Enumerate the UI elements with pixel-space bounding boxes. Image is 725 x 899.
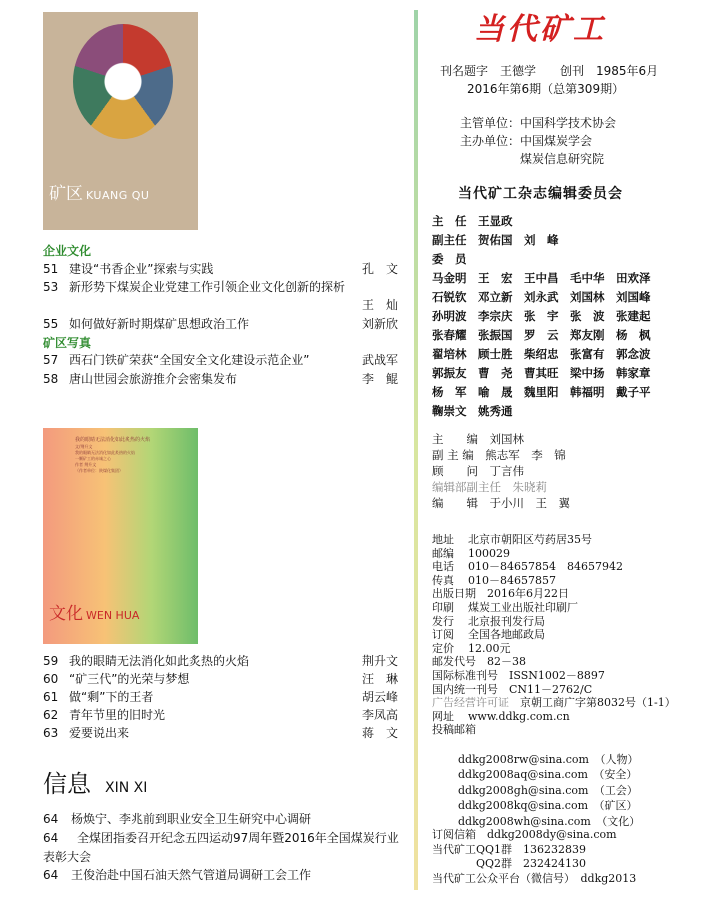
news-item[interactable]: 64 王俊治赴中国石油天然气管道局调研工会工作 (43, 868, 312, 882)
kuangqu-cover-image (43, 12, 198, 230)
toc-item[interactable]: 62 青年节里的旧时光 李凤高 (43, 708, 398, 722)
masthead-line: 刊名题字 王德学 创刊 1985年6月 (440, 64, 659, 78)
cover-poem-text: 我的眼睛无法消化如此炙热的火焰 文/荆升文 我的眼睛无法消化如此炙热的火焰 一颗矿工的赤诚之心 作者 荆升文 （作者单位：陕煤化集团） (75, 437, 151, 473)
cover-photo-collage (73, 24, 173, 139)
section-title-qiye: 企业文化 (43, 244, 92, 258)
website-link[interactable]: www.ddkg.com.cn (468, 709, 570, 723)
column-divider (414, 10, 418, 890)
email-link[interactable]: ddkg2008kq@sina.com （矿区） (458, 799, 638, 813)
editor-list: 主 编 刘国林 副 主 编 熊志军 李 锦 顾 问 丁言伟 编辑部副主任 朱晓莉 编 辑 于小川 王 翼 (432, 432, 570, 510)
toc-item[interactable]: 61 做“剩”下的王者 胡云峰 (43, 690, 398, 704)
toc-item[interactable]: 55 如何做好新时期煤矿思想政治工作 刘新欣 (43, 317, 398, 331)
news-item[interactable]: 64 杨焕宁、李兆前到职业安全卫生研究中心调研 (43, 812, 312, 826)
section-title-xinxi: 信息 XIN XI (43, 770, 148, 798)
publication-info: 地址 北京市朝阳区芍药居35号 邮编 100029 电话 010－84657854 84657942 传真 010－84657857 出版日期 2016年6月22日 印刷 煤炭工业出版社印刷厂 发行 北京报刊发行局 订阅 全国各地邮政局 定价 12.00元 邮发代号 82－38 国际标准刊号 ISSN1002－8897 国内统一刊号 CN11－2762/C 广告经营许可证 京朝工商广字第8032号（1-1） 网址 www.ddkg.com.cn 投稿邮箱 (432, 533, 676, 737)
toc-item[interactable]: 53 新形势下煤炭企业党建工作引领企业文化创新的探析 王 灿 (43, 280, 398, 312)
email-link[interactable]: ddkg2008gh@sina.com （工会） (458, 783, 638, 797)
board-list: 主 任 王显政 副主任 贺佑国 刘 峰 委 员 马金明 王 宏 王中昌 毛中华 田欢泽 石锐钦 邓立新 刘永武 刘国林 刘国峰 孙明波 李宗庆 张 宇 张 波 张建起 张春耀 张振国 罗 云 郑友刚 杨 枫 翟培林 顾士胜 柴绍忠 张富有 郭念波 郭振友 曹 尧 曹其旺 梁中扬 韩家章 杨 军 喻 晟 魏里阳 韩福明 戴子平 鞠崇文 姚秀通 (432, 214, 651, 418)
toc-item[interactable]: 63 爱要说出来 蒋 文 (43, 726, 398, 740)
toc-item[interactable]: 60 “矿三代”的光荣与梦想 汪 琳 (43, 672, 398, 686)
email-link[interactable]: ddkg2008rw@sina.com （人物） (458, 753, 639, 766)
sponsor-line: 主办单位：中国煤炭学会 (460, 134, 593, 148)
toc-item[interactable]: 57 西石门铁矿荣获“全国安全文化建设示范企业” 武战军 (43, 353, 398, 367)
magazine-title: 当代矿工 (474, 12, 606, 47)
contact-footer: 订阅信箱 ddkg2008dy@sina.com 当代矿工QQ1群 136232839 QQ2群 232424130 当代矿工公众平台（微信号） ddkg2013 (432, 828, 637, 885)
news-item[interactable]: 64 全煤团指委召开纪念五四运动97周年暨2016年全国煤炭行业表彰大会 (43, 831, 399, 864)
wenhua-cover-label: 文化 WEN HUA (49, 604, 140, 624)
sponsor-line: 主管单位：中国科学技术协会 (460, 116, 617, 130)
email-list (458, 752, 640, 829)
section-title-kuangqu: 矿区写真 (43, 336, 92, 350)
email-link[interactable]: ddkg2008aq@sina.com （安全） (458, 768, 638, 782)
board-title: 当代矿工杂志编辑委员会 (458, 186, 623, 202)
wenhua-cover-image (43, 428, 198, 644)
kuangqu-cover-label: 矿区 KUANG QU (49, 184, 150, 204)
toc-item[interactable]: 51 建设“书香企业”探索与实践 孔 文 (43, 262, 398, 276)
sponsor-line: 煤炭信息研究院 (460, 152, 605, 166)
email-link[interactable]: ddkg2008wh@sina.com （文化） (458, 814, 641, 828)
issue-line: 2016年第6期（总第309期） (467, 82, 625, 96)
toc-item[interactable]: 59 我的眼睛无法消化如此炙热的火焰 荆升文 (43, 654, 398, 668)
toc-item[interactable]: 58 唐山世园会旅游推介会密集发布 李 鲲 (43, 372, 398, 386)
